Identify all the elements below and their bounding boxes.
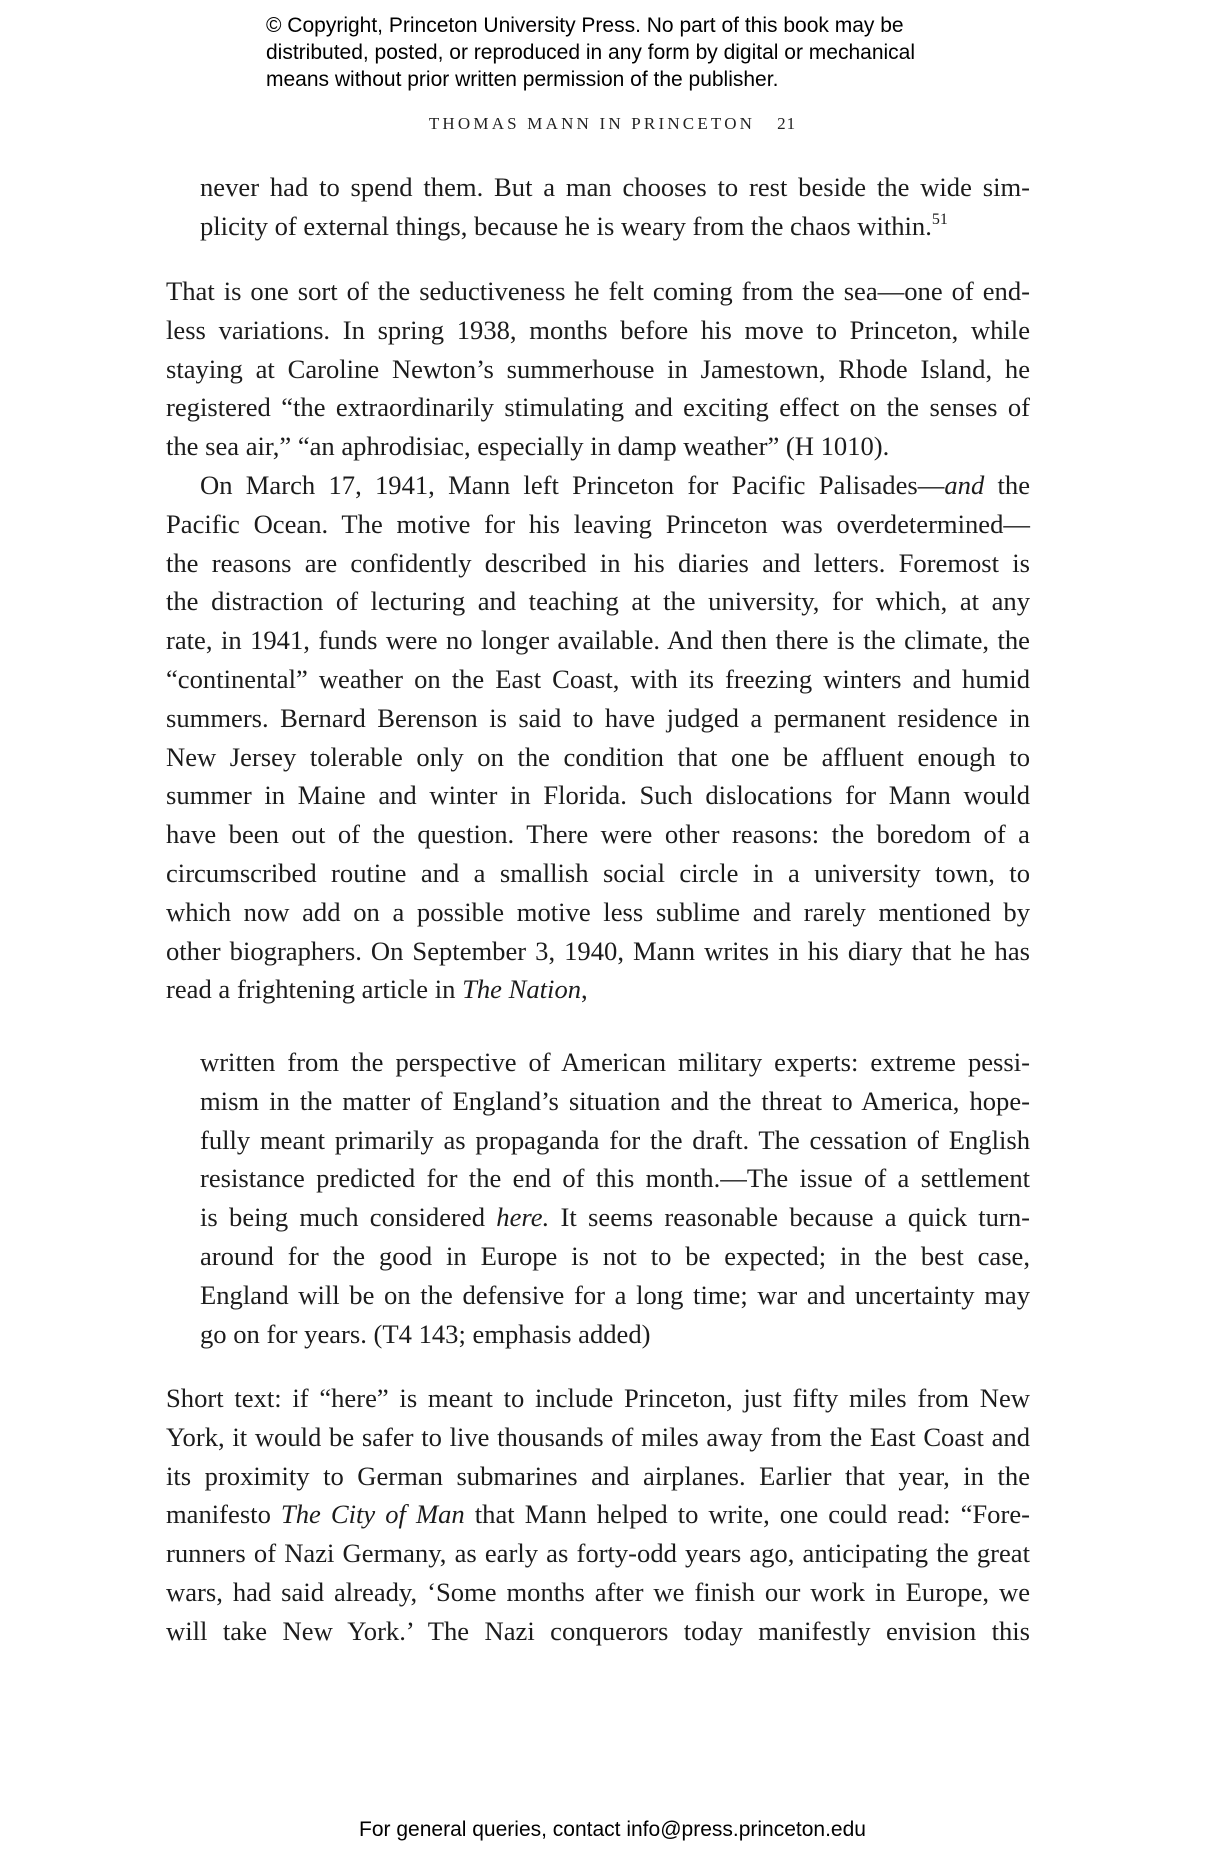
paragraph-3 xyxy=(166,1379,1030,1651)
body-line: other biographers. On September 3, 1940, Mann writes in his diary that he has xyxy=(166,935,1030,966)
body-line: Short text: if “here” is meant to include Princeton, just fifty miles from New xyxy=(166,1383,1030,1413)
paragraph-2 xyxy=(166,466,1030,1009)
block-quote-2 xyxy=(200,1043,1030,1353)
body-line: will take New York.’ The Nazi conquerors today manifestly envision this xyxy=(166,1615,1030,1646)
footnote-marker: 51 xyxy=(931,210,948,228)
quote-line: written from the perspective of American military experts: extreme pessi- xyxy=(200,1047,1030,1077)
running-head-title: THOMAS MANN IN PRINCETON xyxy=(428,114,756,133)
running-head xyxy=(0,114,1225,134)
body-line: runners of Nazi Germany, as early as forty-odd years ago, anticipating the great xyxy=(166,1538,1030,1569)
body-line xyxy=(166,970,1030,1009)
quote-line: never had to spend them. But a man chooses to rest beside the wide sim- xyxy=(200,172,1030,202)
body-line: That is one sort of the seductiveness he felt coming from the sea—one of end- xyxy=(166,276,1030,306)
body-line: the sea air,” “an aphrodisiac, especially in damp weather” (H 1010). xyxy=(166,431,890,462)
body-line: rate, in 1941, funds were no longer available. And then there is the climate, the xyxy=(166,625,1030,656)
quote-line: fully meant primarily as propaganda for the draft. The cessation of English xyxy=(200,1124,1030,1155)
copyright-line: distributed, posted, or reproduced in any form by digital or mechanical xyxy=(266,41,916,64)
body-line: less variations. In spring 1938, months before his move to Princeton, while xyxy=(166,314,1030,345)
quote-line xyxy=(200,207,1030,246)
emphasis: The City of Man xyxy=(280,1499,465,1530)
quote-line xyxy=(200,1198,1030,1237)
body-line: the distraction of lecturing and teaching at the university, for which, at any xyxy=(166,586,1030,617)
copyright-line: © Copyright, Princeton University Press. No part of this book may be xyxy=(266,14,904,37)
body-line xyxy=(166,1495,1030,1534)
body-line: the reasons are confidently described in his diaries and letters. Foremost is xyxy=(166,547,1030,578)
quote-line-text: It seems reasonable because a quick turn- xyxy=(549,1202,1030,1233)
emphasis: and xyxy=(944,470,985,500)
body-line-text: read a frightening article in xyxy=(166,974,463,1005)
page-number: 21 xyxy=(777,114,797,133)
body-line: wars, had said already, ‘Some months after we finish our work in Europe, we xyxy=(166,1576,1030,1607)
body-line: summer in Maine and winter in Florida. Such dislocations for Mann would xyxy=(166,780,1030,811)
body-line: summers. Bernard Berenson is said to have judged a permanent residence in xyxy=(166,702,1030,733)
body-line: staying at Caroline Newton’s summerhouse in Jamestown, Rhode Island, he xyxy=(166,353,1030,384)
body-line: have been out of the question. There were other reasons: the boredom of a xyxy=(166,819,1030,850)
quote-line: resistance predicted for the end of this month.—The issue of a settlement xyxy=(200,1163,1030,1194)
body-line-text: , xyxy=(581,974,588,1005)
body-line: “continental” weather on the East Coast, with its freezing winters and humid xyxy=(166,663,1030,694)
paragraph-1 xyxy=(166,272,1030,466)
quote-line-text: is being much considered xyxy=(200,1202,497,1233)
body-line-text: that Mann helped to write, one could read: “Fore- xyxy=(464,1499,1030,1530)
quote-line: around for the good in Europe is not to be expected; in the best case, xyxy=(200,1240,1030,1271)
quote-line-text: plicity of external things, because he is weary from the chaos within. xyxy=(200,210,932,241)
quote-line: England will be on the defensive for a long time; war and uncertainty may xyxy=(200,1279,1030,1310)
body-line-text: manifesto xyxy=(166,1499,281,1530)
quote-line: mism in the matter of England’s situation and the threat to America, hope- xyxy=(200,1085,1030,1116)
body-line-text: On March 17, 1941, Mann left Princeton for Pacific Palisades— xyxy=(200,470,945,500)
body-line: circumscribed routine and a smallish social circle in a university town, to xyxy=(166,857,1030,888)
copyright-notice xyxy=(266,12,1006,93)
copyright-line: means without prior written permission of the publisher. xyxy=(266,68,779,91)
body-line xyxy=(166,466,1030,505)
body-line: York, it would be safer to live thousands of miles away from the East Coast and xyxy=(166,1421,1030,1452)
emphasis: The Nation xyxy=(462,974,582,1005)
body-line: registered “the extraordinarily stimulating and exciting effect on the senses of xyxy=(166,392,1030,423)
body-line: Pacific Ocean. The motive for his leaving Princeton was overdetermined— xyxy=(166,508,1030,539)
block-quote-1 xyxy=(200,168,1030,246)
emphasis: here. xyxy=(496,1202,550,1233)
body-line: its proximity to German submarines and airplanes. Earlier that year, in the xyxy=(166,1460,1030,1491)
body-line: which now add on a possible motive less sublime and rarely mentioned by xyxy=(166,896,1030,927)
quote-line: go on for years. (T4 143; emphasis added) xyxy=(200,1318,651,1349)
body-line-text: the xyxy=(984,470,1031,500)
body-line: New Jersey tolerable only on the condition that one be affluent enough to xyxy=(166,741,1030,772)
footer-contact: For general queries, contact info@press.princeton.edu xyxy=(359,1818,866,1841)
